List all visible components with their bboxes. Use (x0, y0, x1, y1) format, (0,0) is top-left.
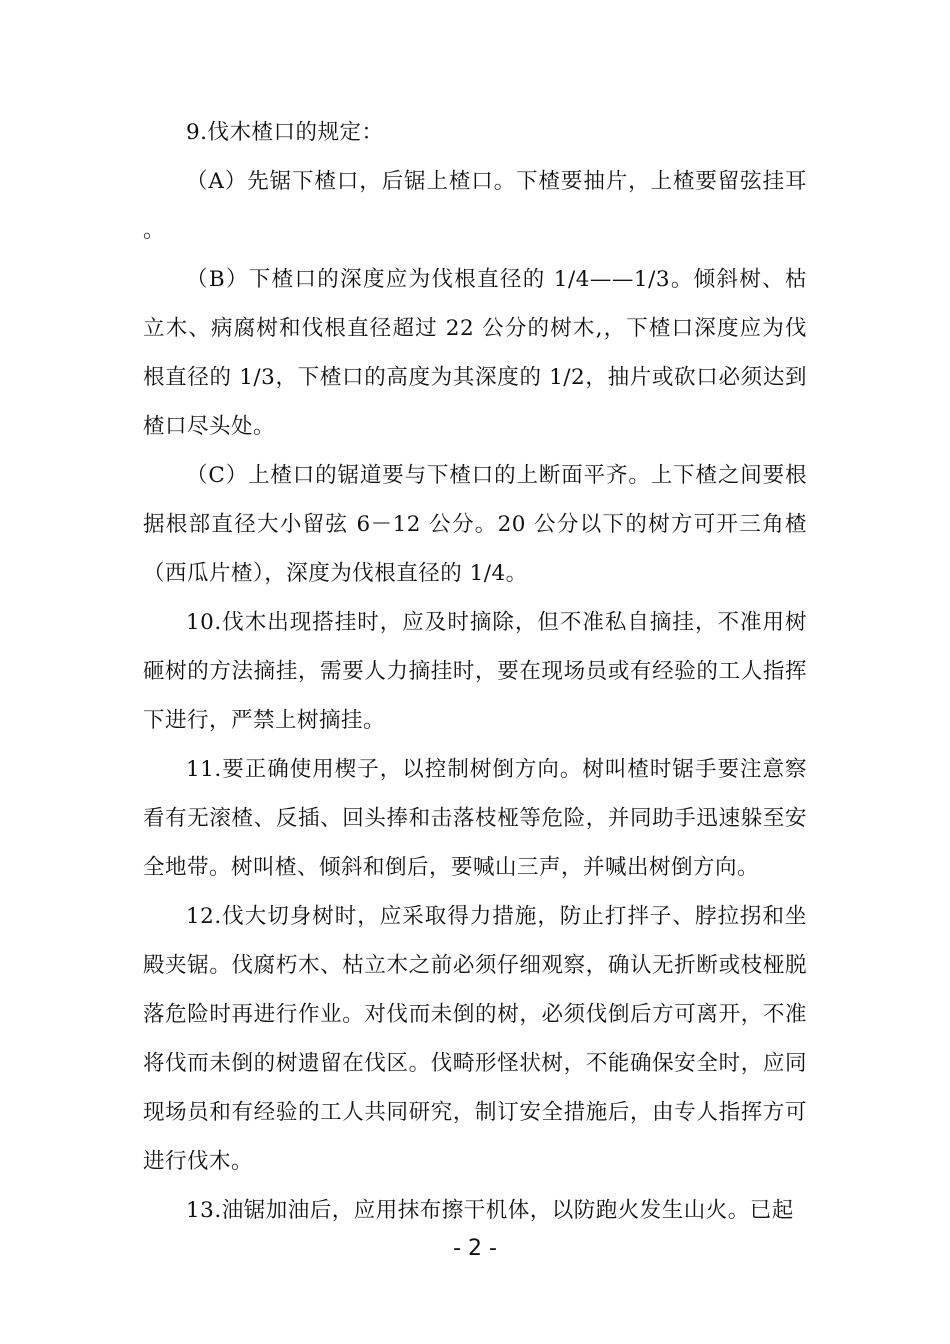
paragraph-item-12: 12.伐大切身树时，应采取得力措施，防止打拌子、脖拉拐和坐殿夹锯。伐腐朽木、枯立木之前必须仔细观察，确认无折断或枝桠脱落危险时再进行作业。对伐而未倒的树，必须伐倒后方可离开，不准将伐而未倒的树遗留在伐区。伐畸形怪状树，不能确保安全时，应同现场员和有经验的工人共同研究，制订安全措施后，由专人指挥方可进行伐木。 (143, 904, 807, 1174)
paragraph-item-11: 11.要正确使用楔子，以控制树倒方向。树叫楂时锯手要注意察看有无滚楂、反插、回头捧和击落枝桠等危险，并同助手迅速躲至安全地带。树叫楂、倾斜和倒后，要喊山三声，并喊出树倒方向。 (143, 757, 807, 880)
paragraph-item-9b: （B）下楂口的深度应为伐根直径的 1/4——1/3。倾斜树、枯立木、病腐树和伐根直径超过 22 公分的树木,，下楂口深度应为伐根直径的 1/3，下楂口的高度为其深度的 1/2，抽片或砍口必须达到楂口尽头处。 (143, 267, 807, 439)
paragraph-item-10: 10.伐木出现搭挂时，应及时摘除，但不准私自摘挂，不准用树砸树的方法摘挂，需要人力摘挂时，要在现场员或有经验的工人指挥下进行，严禁上树摘挂。 (143, 610, 807, 733)
paragraph-item-9a: （A）先锯下楂口，后锯上楂口。下楂要抽片，上楂要留弦挂耳。 (143, 169, 807, 243)
paragraph-item-9-heading: 9.伐木楂口的规定： (186, 120, 384, 145)
paragraph-item-9c: （C）上楂口的锯道要与下楂口的上断面平齐。上下楂之间要根据根部直径大小留弦 6－12 公分。20 公分以下的树方可开三角楂（西瓜片楂），深度为伐根直径的 1/4。 (143, 463, 807, 586)
document-body (143, 108, 807, 1235)
page-number: - 2 - (453, 1236, 497, 1261)
paragraph-item-13: 13.油锯加油后，应用抹布擦干机体，以防跑火发生山火。已起 (186, 1198, 794, 1223)
